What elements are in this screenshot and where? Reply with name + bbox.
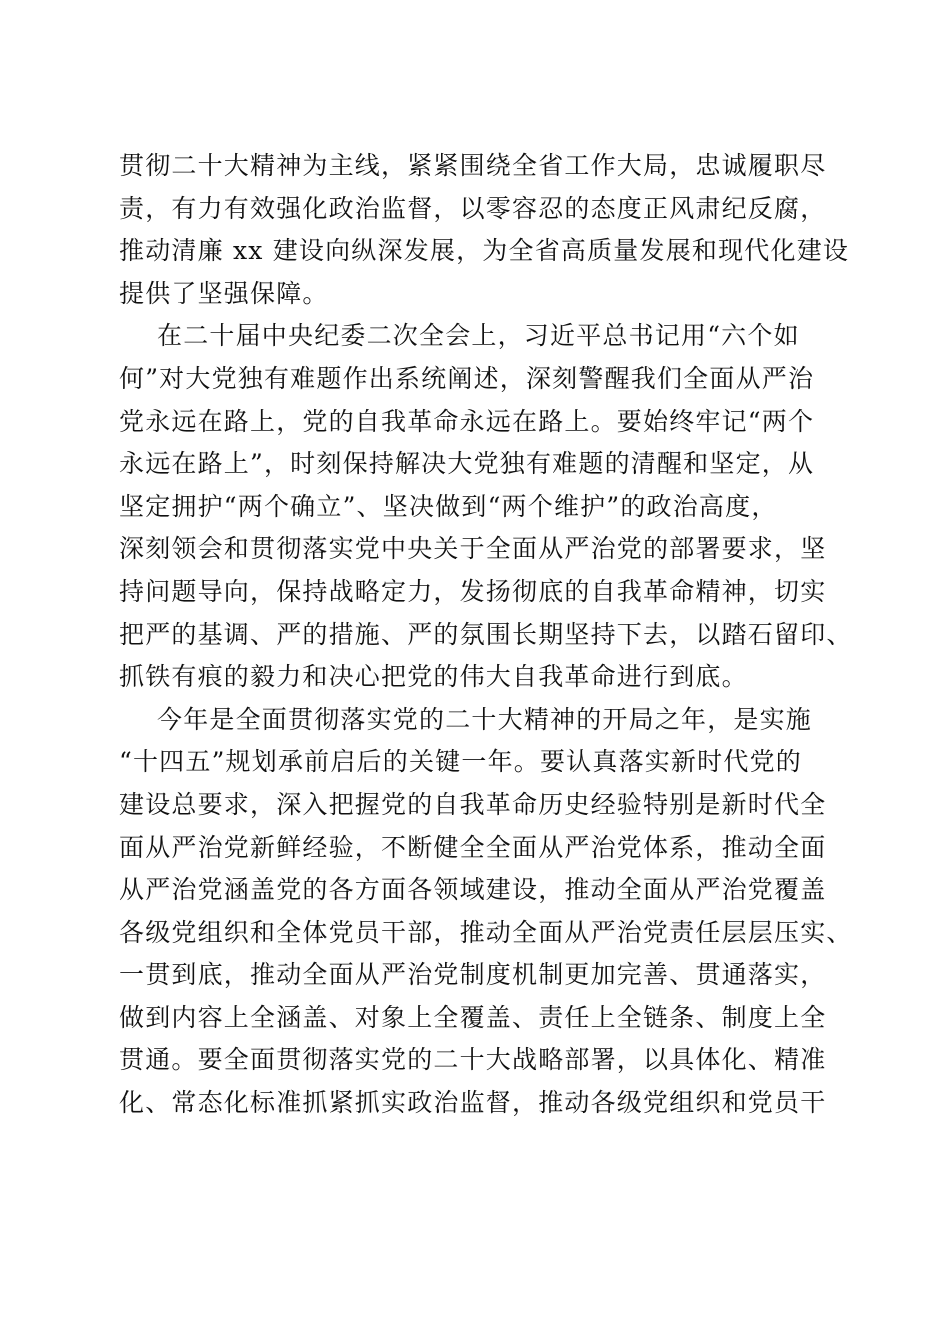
paragraph-2-line-7: 持问题导向，保持战略定力，发扬彻底的自我革命精神，切实 <box>119 576 827 606</box>
paragraph-3-line-7: 一贯到底，推动全面从严治党制度机制更加完善、贯通落实， <box>119 960 827 990</box>
paragraph-2-line-8: 把严的基调、严的措施、严的氛围长期坚持下去，以踏石留印、 <box>119 619 853 649</box>
paragraph-1-line-2: 责，有力有效强化政治监督，以零容忍的态度正风肃纪反腐， <box>119 193 827 223</box>
paragraph-1-line-3: 推动清廉 xx 建设向纵深发展，为全省高质量发展和现代化建设 <box>119 236 850 266</box>
paragraph-3-line-8: 做到内容上全涵盖、对象上全覆盖、责任上全链条、制度上全 <box>119 1002 827 1032</box>
paragraph-2-line-3: 党永远在路上，党的自我革命永远在路上。要始终牢记“两个 <box>119 406 815 436</box>
paragraph-3-line-1: 今年是全面贯彻落实党的二十大精神的开局之年，是实施 <box>157 704 813 734</box>
paragraph-3-line-3: 建设总要求，深入把握党的自我革命历史经验特别是新时代全 <box>119 789 827 819</box>
paragraph-3-line-9: 贯通。要全面贯彻落实党的二十大战略部署，以具体化、精准 <box>119 1045 827 1075</box>
paragraph-3-line-10: 化、常态化标准抓紧抓实政治监督，推动各级党组织和党员干 <box>119 1088 827 1118</box>
paragraph-1-line-4: 提供了坚强保障。 <box>119 278 329 308</box>
paragraph-3-line-4: 面从严治党新鲜经验，不断健全全面从严治党体系，推动全面 <box>119 832 827 862</box>
document-body <box>119 145 853 1125</box>
paragraph-2-line-9: 抓铁有痕的毅力和决心把党的伟大自我革命进行到底。 <box>119 662 748 692</box>
paragraph-2-line-1: 在二十届中央纪委二次全会上，习近平总书记用“六个如 <box>157 321 800 351</box>
paragraph-3-line-6: 各级党组织和全体党员干部，推动全面从严治党责任层层压实、 <box>119 917 853 947</box>
paragraph-3-line-5: 从严治党涵盖党的各方面各领域建设，推动全面从严治党覆盖 <box>119 875 827 905</box>
paragraph-3-line-2: “十四五”规划承前启后的关键一年。要认真落实新时代党的 <box>119 747 802 777</box>
paragraph-2-line-6: 深刻领会和贯彻落实党中央关于全面从严治党的部署要求，坚 <box>119 534 827 564</box>
paragraph-2-line-2: 何”对大党独有难题作出系统阐述，深刻警醒我们全面从严治 <box>119 363 815 393</box>
paragraph-2-line-4: 永远在路上”，时刻保持解决大党独有难题的清醒和坚定，从 <box>119 449 815 479</box>
paragraph-2-line-5: 坚定拥护“两个确立”、坚决做到“两个维护”的政治高度， <box>119 491 778 521</box>
paragraph-1-line-1: 贯彻二十大精神为主线，紧紧围绕全省工作大局，忠诚履职尽 <box>119 151 827 180</box>
